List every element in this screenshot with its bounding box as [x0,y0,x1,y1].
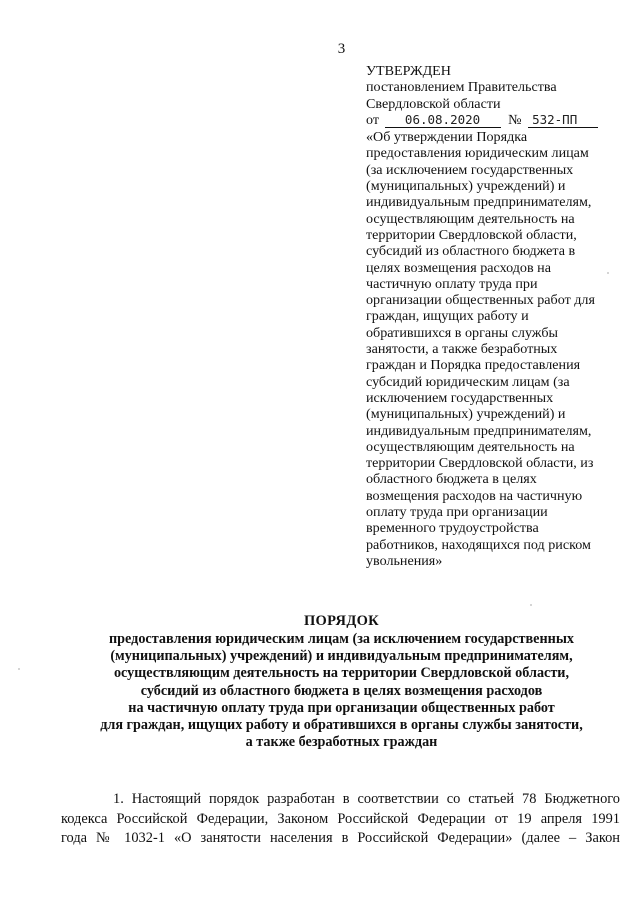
subtitle-line: (муниципальных) учреждений) и индивидуальным предпринимателям, [110,648,573,665]
approval-heading: УТВЕРЖДЕН [366,63,451,79]
subtitle-line: для граждан, ищущих работу и обратившихся в органы службы занятости, [100,717,583,734]
subtitle-line: на частичную оплату труда при организации общественных работ [128,699,555,716]
decree-title-line: осуществляющим деятельность на [366,210,575,227]
decree-title-line: увольнения» [366,552,443,569]
body-paragraph [61,790,620,849]
decree-title [366,129,618,569]
decree-title-line: субсидий юридическим лицам (за [366,373,570,390]
approval-stamp [366,63,618,569]
decree-title-line: областного бюджета в целях [366,471,537,488]
document-heading [0,612,640,751]
scan-speck [18,668,20,670]
decree-title-line: граждан, ищущих работу и [366,308,529,325]
body-text-line: года № 1032-1 «О занятости населения в Российской Федерации» (далее – Закон [61,830,620,846]
decree-title-line: (муниципальных) учреждений) и [366,178,566,195]
subtitle-line: субсидий из областного бюджета в целях возмещения расходов [140,682,543,699]
scan-speck [530,604,532,606]
decree-title-line: частичную оплату труда при [366,275,538,292]
approval-line-1: постановлением Правительства [366,79,557,96]
body-text-line: кодекса Российской Федерации, Законом Российской Федерации от 19 апреля 1991 [61,810,620,827]
document-title: ПОРЯДОК [303,613,380,629]
decree-title-line: предоставления юридическим лицам [366,145,589,162]
approval-line-2: Свердловской области [366,95,501,112]
decree-title-line: оплату труда при организации [366,504,548,521]
date-prefix: от [366,111,380,128]
decree-title-line: (за исключением государственных [366,161,574,178]
decree-title-line: временного трудоустройства [366,520,539,537]
decree-title-line: индивидуальным предпринимателям, [366,194,592,211]
page-number: 3 [337,41,346,57]
document-subtitle [0,631,640,751]
decree-title-line: целях возмещения расходов на [366,259,551,276]
scan-speck [607,272,609,274]
decree-title-line: территории Свердловской области, из [366,455,594,472]
subtitle-line: а также безработных граждан [245,734,438,751]
decree-title-line: индивидуальным предпринимателям, [366,422,592,439]
decree-title-line: граждан и Порядка предоставления [366,357,581,374]
decree-title-line: работников, находящихся под риском [366,536,591,553]
decree-title-line: занятости, а также безработных [366,341,558,358]
approval-date-number-line [366,112,618,128]
decree-title-line: исключением государственных [366,389,554,406]
number-prefix: № [508,111,522,128]
subtitle-line: предоставления юридическим лицам (за исключением государственных [108,631,574,647]
decree-title-line: осуществляющим деятельность на [366,438,575,455]
decree-title-line: «Об утверждении Порядка [366,129,528,146]
decree-date-field: 06.08.2020 [385,113,501,128]
decree-number-field: 532-ПП [528,113,598,128]
decree-title-line: обратившихся в органы службы [366,324,558,341]
decree-title-line: организации общественных работ для [366,292,595,309]
decree-title-line: субсидий из областного бюджета в [366,243,576,260]
body-text-line: 1. Настоящий порядок разработан в соответствии со статьей 78 Бюджетного [113,791,620,807]
subtitle-line: осуществляющим деятельность на территории Свердловской области, [113,665,570,682]
decree-title-line: территории Свердловской области, [366,226,577,243]
decree-title-line: возмещения расходов на частичную [366,487,583,504]
decree-title-line: (муниципальных) учреждений) и [366,406,566,423]
